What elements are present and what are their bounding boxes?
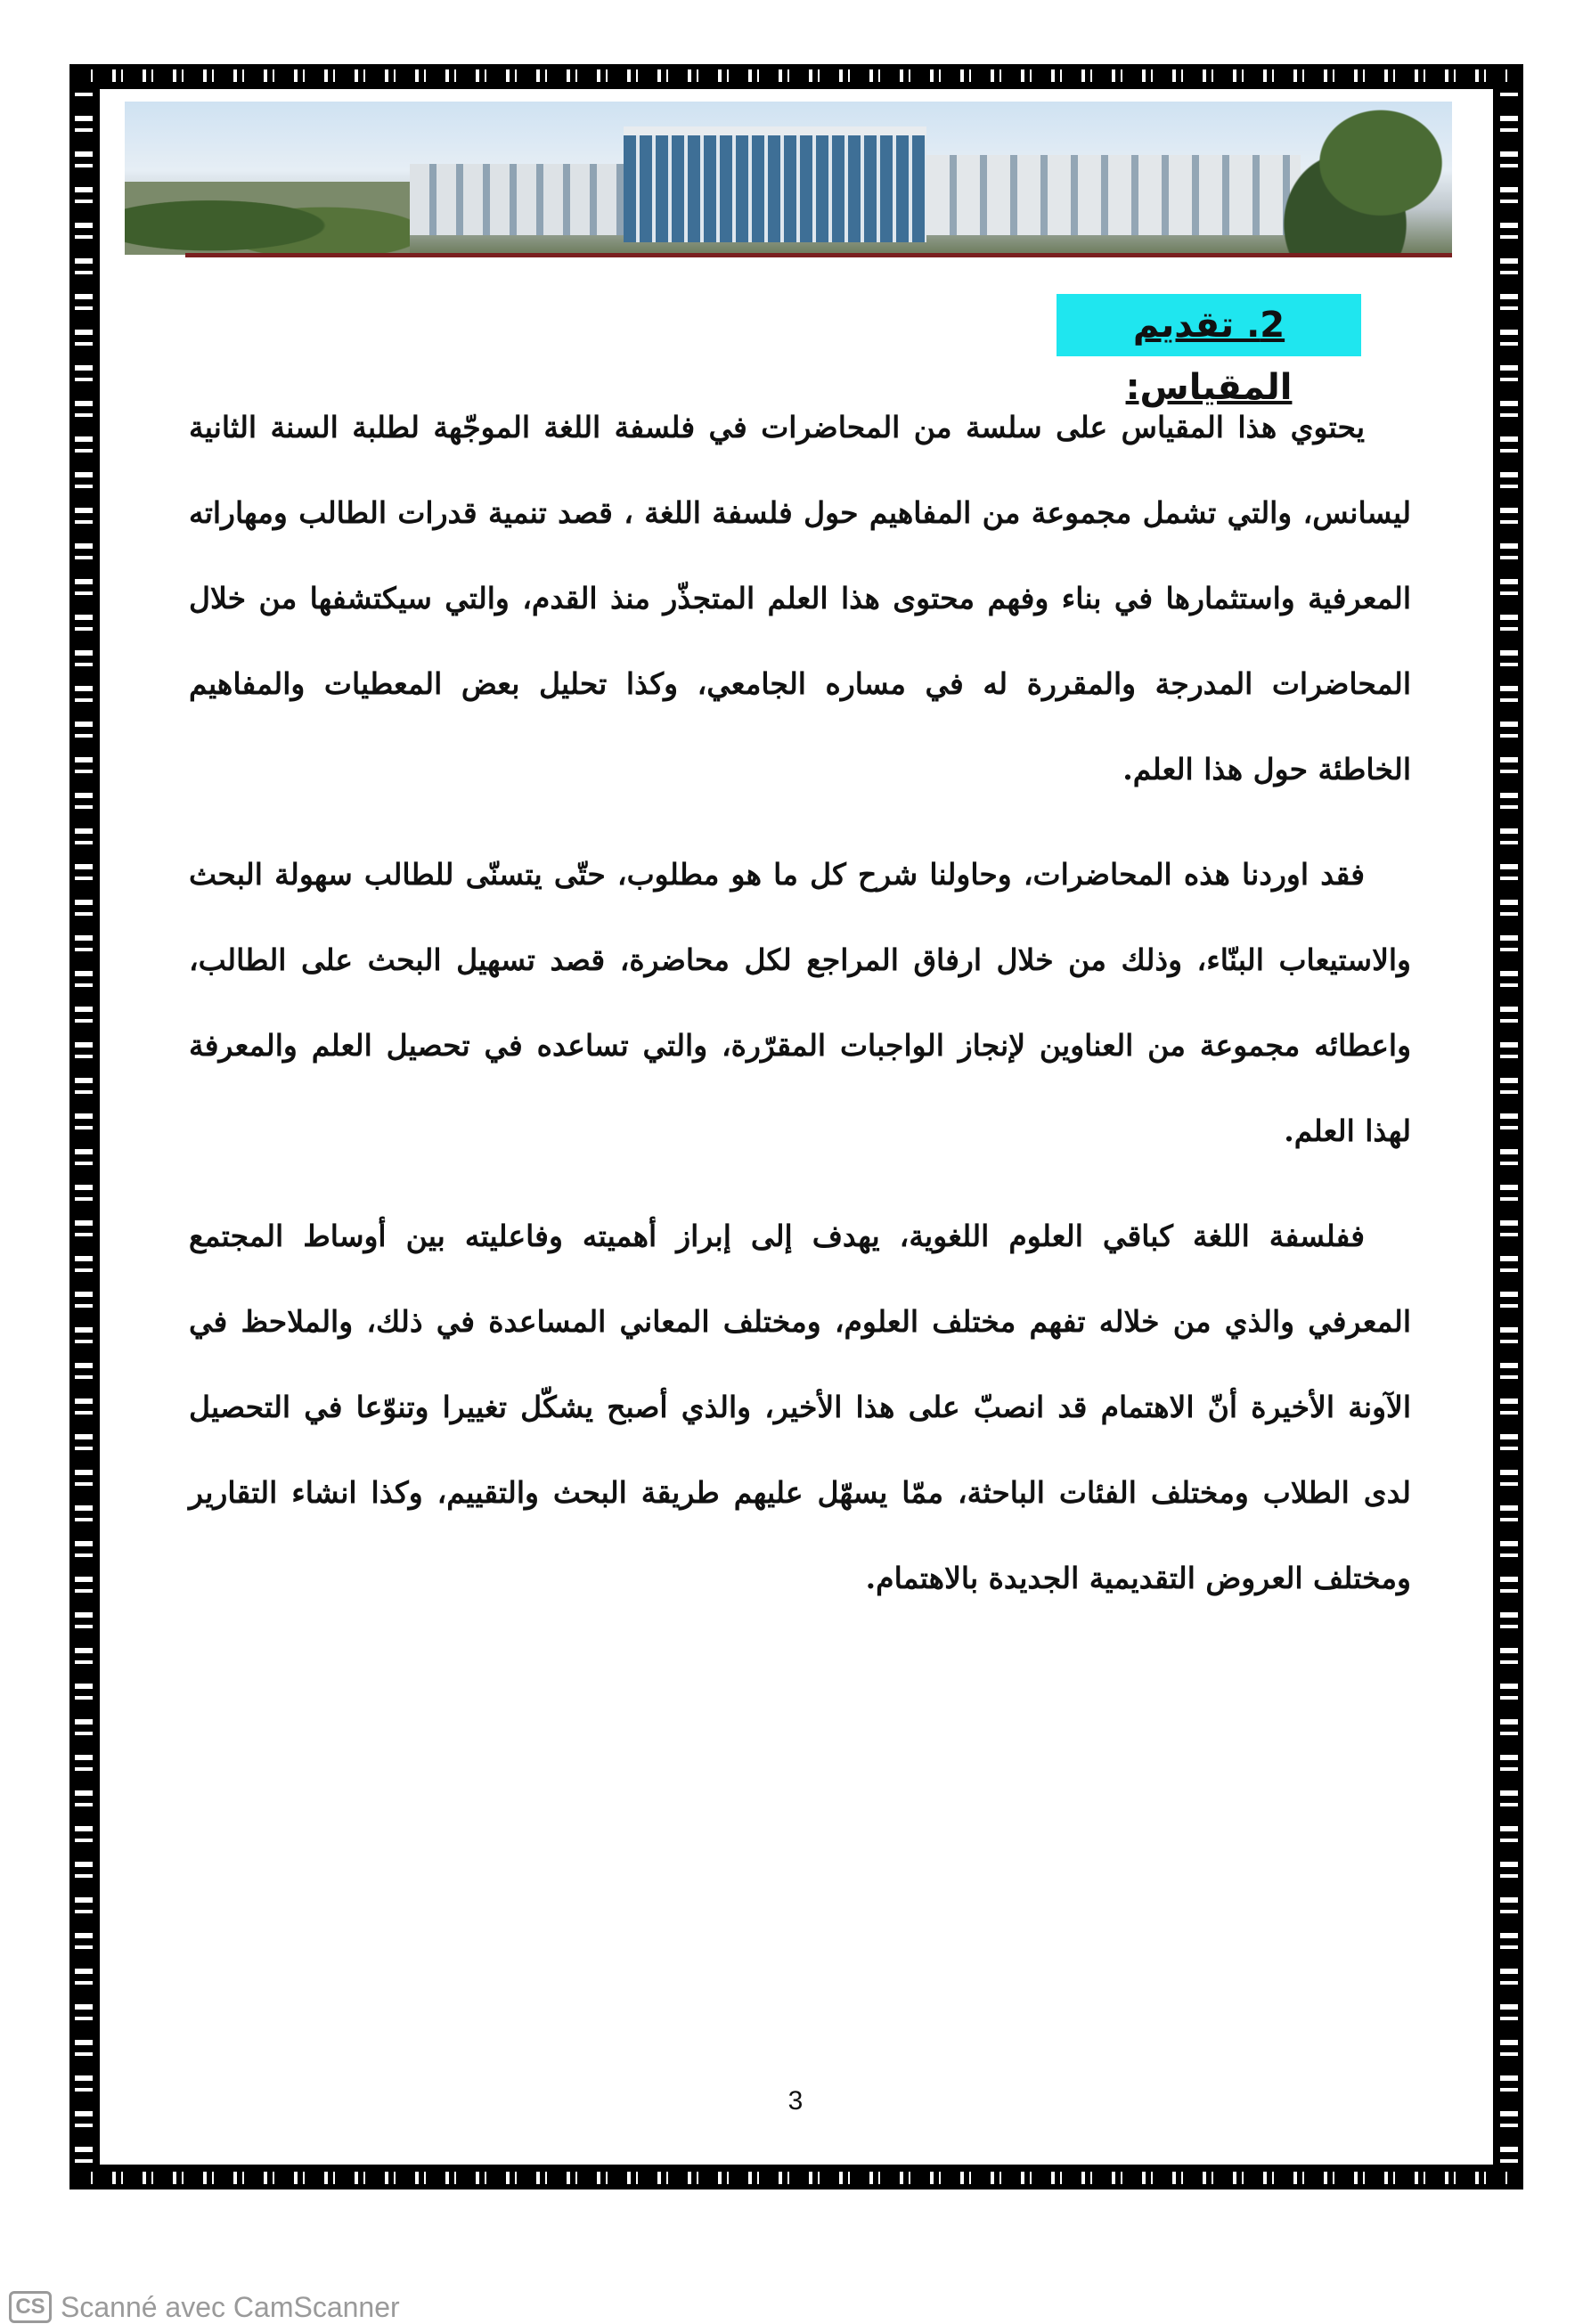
paragraph-3: ففلسفة اللغة كباقي العلوم اللغوية، يهدف إلى إبراز أهميته وفاعليته بين أوساط المجتمع المعرفي والذي من خلاله تفهم مختلف العلوم، ومختلف المعاني المساعدة في ذلك، والملاحظ في الآونة الأخيرة أنّ الاهتمام قد انصبّ على هذا الأخير، والذي أصبح يشكّل تغييرا وتنوّعا في التحصيل لدى الطلاب ومختلف الفئات الباحثة، ممّا يسهّل عليهم طريقة البحث والتقييم، وكذا انشاء التقارير ومختلف العروض التقديمية الجديدة بالاهتمام. xyxy=(189,1219,1411,1595)
paragraph-1: يحتوي هذا المقياس على سلسة من المحاضرات في فلسفة اللغة الموجّهة لطلبة السنة الثانية ليسانس، والتي تشمل مجموعة من المفاهيم حول فلسفة اللغة ، قصد تنمية قدرات الطالب ومهاراته المعرفية واستثمارها في بناء وفهم محتوى هذا العلم المتجذّر منذ القدم، والتي سيكتشفها من خلال المحاضرات المدرجة والمقررة له في مساره الجامعي، وكذا تحليل بعض المعطيات والمفاهيم الخاطئة حول هذا العلم. xyxy=(189,410,1411,787)
banner-divider xyxy=(185,253,1452,257)
banner-trees-right xyxy=(1274,102,1452,255)
border-top-ornament xyxy=(86,69,1507,82)
banner-building-left xyxy=(410,164,632,235)
border-right-ornament xyxy=(1500,86,1518,2168)
banner-building-right xyxy=(926,155,1301,235)
camscanner-logo-icon: CS xyxy=(9,2291,52,2323)
document-body xyxy=(189,385,1411,1621)
paragraph-2: فقد اوردنا هذه المحاضرات، وحاولنا شرح كل ما هو مطلوب، حتّى يتسنّى للطالب سهولة البحث والاستيعاب البنّاء، وذلك من خلال ارفاق المراجع لكل محاضرة، قصد تسهيل البحث على الطالب، واعطائه مجموعة من العناوين لإنجاز الواجبات المقرّرة، والتي تساعده في تحصيل العلم والمعرفة لهذا العلم. xyxy=(189,857,1411,1148)
page-number: 3 xyxy=(787,2086,804,2116)
section-title: 2. تقديم المقياس: xyxy=(1057,294,1361,356)
watermark-text: Scanné avec CamScanner xyxy=(61,2290,400,2323)
banner-trees-left xyxy=(125,182,410,255)
border-left-ornament xyxy=(75,86,93,2168)
university-building-banner xyxy=(125,102,1452,255)
banner-building-main xyxy=(624,126,926,242)
border-bottom-ornament xyxy=(86,2172,1507,2184)
